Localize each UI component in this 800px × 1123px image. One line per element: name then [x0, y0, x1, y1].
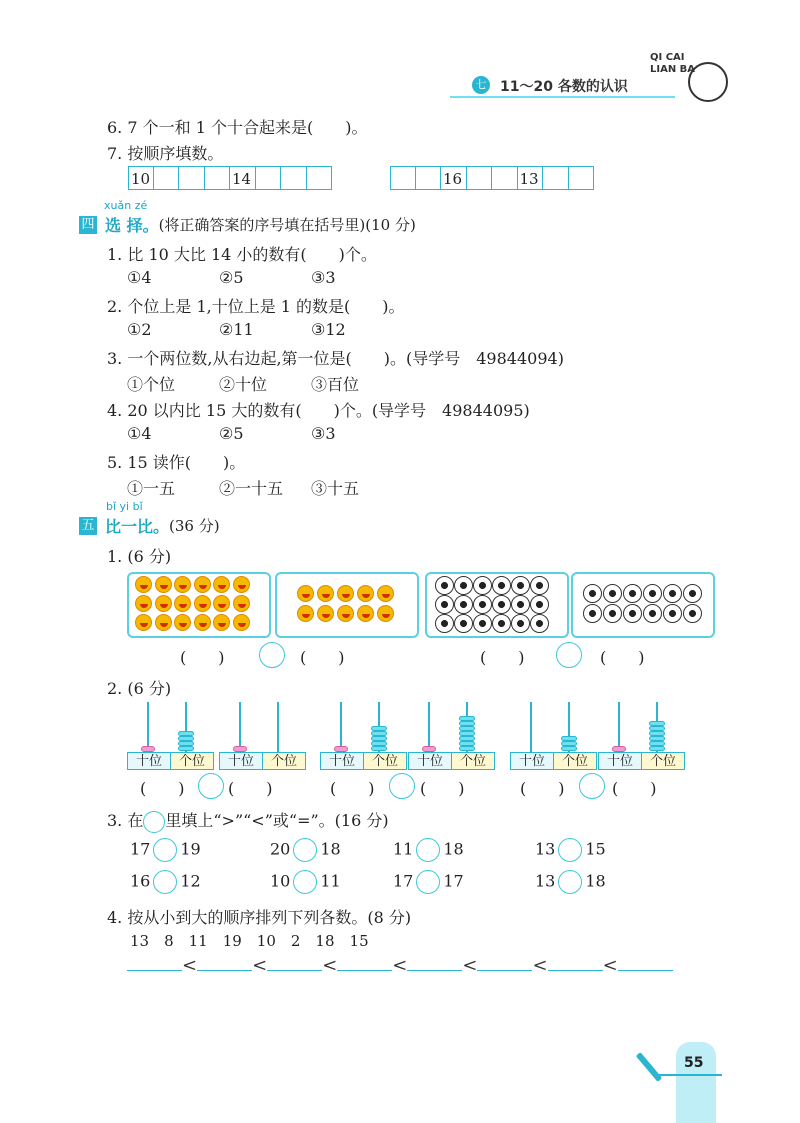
compare-question-1: 1. (6 分) — [107, 547, 172, 566]
option[interactable]: ③3 — [311, 268, 336, 287]
comparison-item — [535, 870, 606, 894]
sequence-box[interactable] — [416, 166, 442, 190]
smiley-icon — [317, 605, 334, 622]
left-number: 17 — [130, 839, 151, 859]
choice-options-3 — [127, 372, 403, 395]
left-number: 13 — [535, 871, 556, 891]
sequence-box[interactable]: 16 — [441, 166, 467, 190]
soccer-ball-icon — [530, 595, 549, 614]
smiley-icon — [194, 595, 211, 612]
smiley-icon — [135, 614, 152, 631]
option[interactable]: ①一五 — [127, 479, 176, 498]
soccer-ball-icon — [435, 595, 454, 614]
option[interactable]: ②5 — [219, 268, 244, 287]
smiley-icon — [337, 605, 354, 622]
sequence-box[interactable] — [281, 166, 307, 190]
sequence-box[interactable] — [154, 166, 180, 190]
ones-bead — [649, 731, 665, 736]
order-blank[interactable] — [337, 956, 392, 971]
option[interactable]: ②十位 — [219, 375, 268, 394]
soccer-ball-icon — [643, 584, 662, 603]
sequence-box[interactable] — [569, 166, 595, 190]
question-7: 7. 按顺序填数。 — [107, 144, 224, 163]
soccer-ball-icon — [530, 576, 549, 595]
smiley-icon — [155, 576, 172, 593]
comparison-item — [270, 838, 341, 862]
ones-bead — [459, 746, 475, 751]
smiley-icon — [174, 576, 191, 593]
smiley-icon — [317, 585, 334, 602]
choice-options-1 — [127, 268, 403, 287]
soccer-ball-icon — [492, 614, 511, 633]
section4-number: 四 — [79, 216, 97, 234]
sequence-box[interactable] — [307, 166, 333, 190]
soccer-ball-icon — [530, 614, 549, 633]
q3-suffix: 里填上“>”“<”或“=”。(16 分) — [165, 811, 389, 830]
sequence-box[interactable] — [179, 166, 205, 190]
smiley-icon — [174, 614, 191, 631]
answer-paren[interactable]: ( ) — [612, 779, 657, 798]
ones-bead — [459, 721, 475, 726]
right-number: 17 — [443, 871, 464, 891]
soccer-ball-icon — [492, 595, 511, 614]
right-number: 19 — [180, 839, 201, 859]
soccer-ball-icon — [683, 584, 702, 603]
abacus — [127, 702, 215, 772]
ones-bead — [178, 736, 194, 741]
option[interactable]: ②11 — [219, 320, 254, 339]
smiley-icon — [377, 585, 394, 602]
compare-circle[interactable] — [556, 642, 582, 668]
left-number: 16 — [130, 871, 151, 891]
chapter-badge: 七 — [472, 76, 490, 94]
ones-label: 个位 — [170, 752, 214, 770]
compare-circle[interactable] — [389, 773, 415, 799]
soccer-ball-icon — [454, 595, 473, 614]
right-number: 12 — [180, 871, 201, 891]
ones-label: 个位 — [363, 752, 407, 770]
smiley-icon — [174, 595, 191, 612]
sequence-box[interactable]: 14 — [230, 166, 256, 190]
soccer-ball-icon — [473, 576, 492, 595]
abacus — [320, 702, 408, 772]
abacus — [510, 702, 598, 772]
smiley-icon — [135, 576, 152, 593]
smiley-panel-left — [127, 572, 271, 638]
smiley-icon — [213, 595, 230, 612]
ones-label: 个位 — [553, 752, 597, 770]
tens-rod — [618, 702, 620, 752]
smiley-icon — [233, 576, 250, 593]
left-number: 20 — [270, 839, 291, 859]
sequence-box[interactable] — [543, 166, 569, 190]
soccer-ball-icon — [683, 604, 702, 623]
right-number: 15 — [585, 839, 606, 859]
answer-paren[interactable]: ( ) — [180, 648, 225, 667]
section4-pinyin: xuǎn zé — [104, 199, 148, 212]
compare-question-2: 2. (6 分) — [107, 679, 172, 698]
comparison-item — [270, 870, 341, 894]
ones-bead — [371, 726, 387, 731]
right-number: 18 — [443, 839, 464, 859]
section5-title: 比一比。 — [105, 517, 170, 536]
soccer-ball-icon — [663, 604, 682, 623]
tens-label: 十位 — [127, 752, 171, 770]
answer-paren[interactable]: ( ) — [480, 648, 525, 667]
smiley-icon — [337, 585, 354, 602]
choice-question-5: 5. 15 读作( )。 — [107, 453, 246, 472]
option[interactable]: ②5 — [219, 424, 244, 443]
tens-rod — [239, 702, 241, 752]
section4-heading — [79, 213, 416, 236]
option[interactable]: ③12 — [311, 320, 346, 339]
compare-circle[interactable] — [416, 870, 440, 894]
smiley-icon — [357, 605, 374, 622]
ones-bead — [459, 741, 475, 746]
compare-circle[interactable] — [579, 773, 605, 799]
header-bar — [450, 74, 680, 100]
tens-label: 十位 — [598, 752, 642, 770]
answer-paren[interactable]: ( ) — [228, 779, 273, 798]
number-list: 13 8 11 19 10 2 18 15 — [130, 932, 369, 950]
answer-paren[interactable]: ( ) — [140, 779, 185, 798]
tens-rod — [340, 702, 342, 752]
option[interactable]: ③十五 — [311, 479, 360, 498]
choice-question-4: 4. 20 以内比 15 大的数有( )个。(导学号 49844095) — [107, 401, 530, 420]
smiley-icon — [233, 595, 250, 612]
compare-circle[interactable] — [558, 838, 582, 862]
sequence-box[interactable] — [256, 166, 282, 190]
answer-paren[interactable]: ( ) — [420, 779, 465, 798]
option[interactable]: ①4 — [127, 268, 152, 287]
sequence-box[interactable] — [492, 166, 518, 190]
page-tab-line — [656, 1074, 722, 1076]
ones-bead — [649, 721, 665, 726]
sequence-box[interactable] — [390, 166, 416, 190]
compare-circle[interactable] — [153, 870, 177, 894]
right-number: 11 — [320, 871, 341, 891]
ones-bead — [178, 741, 194, 746]
ones-bead — [459, 716, 475, 721]
ones-bead — [649, 736, 665, 741]
smiley-icon — [155, 614, 172, 631]
abacus — [219, 702, 307, 772]
left-number: 10 — [270, 871, 291, 891]
choice-options-2 — [127, 320, 403, 339]
smiley-icon — [213, 614, 230, 631]
compare-circle[interactable] — [293, 838, 317, 862]
sequence-boxes-2 — [390, 166, 594, 190]
compare-circle[interactable] — [198, 773, 224, 799]
ones-bead — [561, 741, 577, 746]
soccer-ball-icon — [511, 595, 530, 614]
choice-question-1: 1. 比 10 大比 14 小的数有( )个。 — [107, 245, 377, 264]
pencil-icon — [636, 1052, 662, 1082]
tens-rod — [428, 702, 430, 752]
ball-panel-right — [571, 572, 715, 638]
soccer-ball-icon — [435, 576, 454, 595]
ball-panel-left — [425, 572, 569, 638]
order-blanks: < < < < < < < — [127, 955, 673, 976]
abacus — [408, 702, 496, 772]
soccer-ball-icon — [511, 576, 530, 595]
ones-bead — [649, 741, 665, 746]
question-6: 6. 7 个一和 1 个十合起来是( )。 — [107, 118, 368, 137]
sequence-box[interactable]: 13 — [518, 166, 544, 190]
tens-label: 十位 — [320, 752, 364, 770]
order-blank[interactable] — [127, 956, 182, 971]
abacus — [598, 702, 686, 772]
smiley-icon — [194, 614, 211, 631]
left-number: 11 — [393, 839, 414, 859]
chapter-title: 11～20 各数的认识 — [500, 79, 628, 95]
soccer-ball-icon — [511, 614, 530, 633]
compare-circle[interactable] — [293, 870, 317, 894]
soccer-ball-icon — [603, 584, 622, 603]
ones-bead — [178, 731, 194, 736]
soccer-ball-icon — [623, 584, 642, 603]
order-blank[interactable] — [618, 956, 673, 971]
ones-bead — [371, 736, 387, 741]
soccer-ball-icon — [473, 614, 492, 633]
option[interactable]: ①个位 — [127, 375, 176, 394]
choice-question-2: 2. 个位上是 1,十位上是 1 的数是( )。 — [107, 297, 405, 316]
left-number: 13 — [535, 839, 556, 859]
right-number: 18 — [320, 839, 341, 859]
right-number: 18 — [585, 871, 606, 891]
sequence-box[interactable]: 10 — [128, 166, 154, 190]
ones-bead — [459, 731, 475, 736]
compare-circle[interactable] — [416, 838, 440, 862]
sample-circle — [143, 811, 165, 833]
smiley-icon — [233, 614, 250, 631]
smiley-icon — [155, 595, 172, 612]
compare-question-3 — [107, 808, 389, 833]
brand-logo — [650, 42, 730, 112]
tens-label: 十位 — [219, 752, 263, 770]
tens-label: 十位 — [510, 752, 554, 770]
sequence-boxes-1 — [128, 166, 332, 190]
answer-paren[interactable]: ( ) — [520, 779, 565, 798]
ones-bead — [178, 746, 194, 751]
soccer-ball-icon — [643, 604, 662, 623]
smiley-icon — [377, 605, 394, 622]
choice-options-4 — [127, 424, 403, 443]
tens-label: 十位 — [408, 752, 452, 770]
order-blank[interactable] — [267, 956, 322, 971]
option[interactable]: ②一十五 — [219, 479, 284, 498]
soccer-ball-icon — [435, 614, 454, 633]
comparison-item — [130, 870, 201, 894]
choice-options-5 — [127, 476, 403, 499]
option[interactable]: ③3 — [311, 424, 336, 443]
soccer-ball-icon — [454, 576, 473, 595]
tens-rod — [147, 702, 149, 752]
comparison-item — [393, 838, 464, 862]
smiley-icon — [297, 585, 314, 602]
ones-bead — [459, 726, 475, 731]
ones-bead — [371, 731, 387, 736]
ones-label: 个位 — [641, 752, 685, 770]
section5-heading — [79, 514, 220, 537]
answer-paren[interactable]: ( ) — [600, 648, 645, 667]
option[interactable]: ①2 — [127, 320, 152, 339]
comparison-item — [535, 838, 606, 862]
section4-title: 选 择。 — [105, 216, 159, 235]
section5-number: 五 — [79, 517, 97, 535]
answer-paren[interactable]: ( ) — [300, 648, 345, 667]
ones-label: 个位 — [451, 752, 495, 770]
comparison-item — [393, 870, 464, 894]
soccer-ball-icon — [623, 604, 642, 623]
option[interactable]: ①4 — [127, 424, 152, 443]
soccer-ball-icon — [473, 595, 492, 614]
ones-bead — [371, 741, 387, 746]
ones-bead — [649, 746, 665, 751]
ones-bead — [561, 736, 577, 741]
section4-instructions: (将正确答案的序号填在括号里)(10 分) — [158, 216, 416, 234]
smiley-icon — [357, 585, 374, 602]
option[interactable]: ③百位 — [311, 375, 360, 394]
soccer-ball-icon — [583, 604, 602, 623]
order-blank[interactable] — [197, 956, 252, 971]
soccer-ball-icon — [603, 604, 622, 623]
tens-rod — [530, 702, 532, 752]
ones-rod — [277, 702, 279, 752]
section5-pinyin: bǐ yi bǐ — [106, 500, 143, 513]
ones-bead — [459, 736, 475, 741]
q3-prefix: 3. 在 — [107, 811, 144, 830]
compare-circle[interactable] — [558, 870, 582, 894]
order-blank[interactable] — [477, 956, 532, 971]
smiley-icon — [194, 576, 211, 593]
header-underline — [450, 96, 675, 98]
left-number: 17 — [393, 871, 414, 891]
brand-text: QI CAI LIAN BA — [650, 52, 696, 75]
ones-bead — [371, 746, 387, 751]
smiley-icon — [297, 605, 314, 622]
smiley-icon — [135, 595, 152, 612]
order-question: 4. 按从小到大的顺序排列下列各数。(8 分) — [107, 908, 412, 927]
smiley-panel-right — [275, 572, 419, 638]
soccer-ball-icon — [492, 576, 511, 595]
compare-circle[interactable] — [153, 838, 177, 862]
ones-label: 个位 — [262, 752, 306, 770]
choice-question-3: 3. 一个两位数,从右边起,第一位是( )。(导学号 49844094) — [107, 349, 564, 368]
answer-paren[interactable]: ( ) — [330, 779, 375, 798]
sequence-box[interactable] — [205, 166, 231, 190]
ones-bead — [561, 746, 577, 751]
sequence-box[interactable] — [467, 166, 493, 190]
compare-circle[interactable] — [259, 642, 285, 668]
comparison-item — [130, 838, 201, 862]
section5-points: (36 分) — [169, 517, 220, 535]
soccer-ball-icon — [454, 614, 473, 633]
soccer-ball-icon — [583, 584, 602, 603]
ones-bead — [649, 726, 665, 731]
order-blank[interactable] — [548, 956, 603, 971]
soccer-ball-icon — [663, 584, 682, 603]
smiley-icon — [213, 576, 230, 593]
page-number: 55 — [684, 1055, 704, 1071]
order-blank[interactable] — [407, 956, 462, 971]
